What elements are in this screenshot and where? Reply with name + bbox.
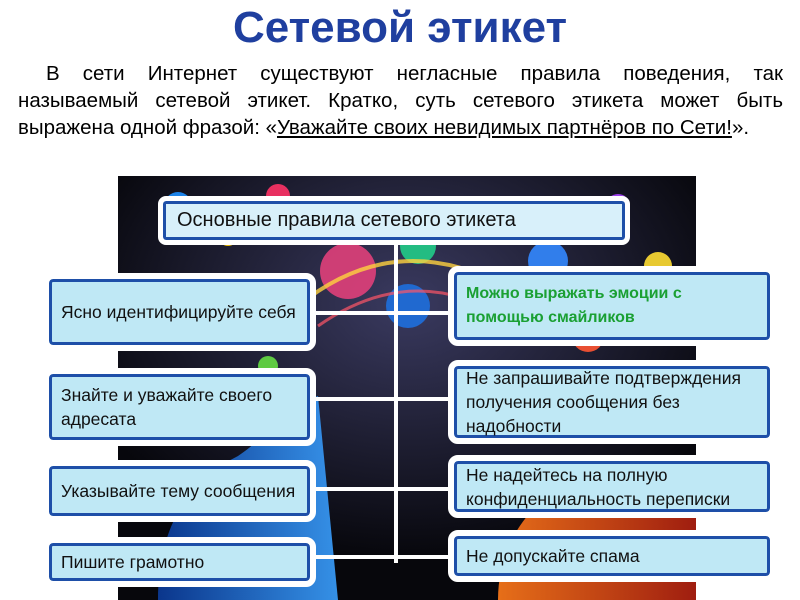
rule-left-2: Знайте и уважайте своего адресата bbox=[43, 368, 316, 446]
intro-text: В сети Интернет существуют негласные правила поведения, так называемый сетевой этикет. Кратко, суть сетевого этикета может быть выражена одной фразой: « bbox=[18, 62, 783, 139]
connector-row-3 bbox=[312, 487, 452, 491]
rule-right-2: Не запрашивайте подтверждения получения сообщения без надобности bbox=[448, 360, 776, 444]
rule-left-3: Указывайте тему сообщения bbox=[43, 460, 316, 522]
vertical-connector bbox=[394, 245, 398, 563]
rules-header: Основные правила сетевого этикета bbox=[158, 196, 630, 245]
intro-quote: Уважайте своих невидимых партнёров по Сети! bbox=[277, 116, 732, 139]
rule-right-3: Не надейтесь на полную конфиденциальность переписки bbox=[448, 455, 776, 518]
rule-right-4: Не допускайте спама bbox=[448, 530, 776, 582]
connector-row-2 bbox=[312, 397, 452, 401]
intro-text-end: ». bbox=[731, 116, 750, 139]
connector-row-4 bbox=[312, 555, 452, 559]
rule-right-1: Можно выражать эмоции с помощью смайликов bbox=[448, 266, 776, 346]
connector-row-1 bbox=[312, 311, 452, 315]
slide-title: Сетевой этикет bbox=[232, 3, 568, 52]
intro-paragraph bbox=[18, 60, 783, 141]
rule-left-1: Ясно идентифицируйте себя bbox=[43, 273, 316, 351]
rule-left-4: Пишите грамотно bbox=[43, 537, 316, 587]
